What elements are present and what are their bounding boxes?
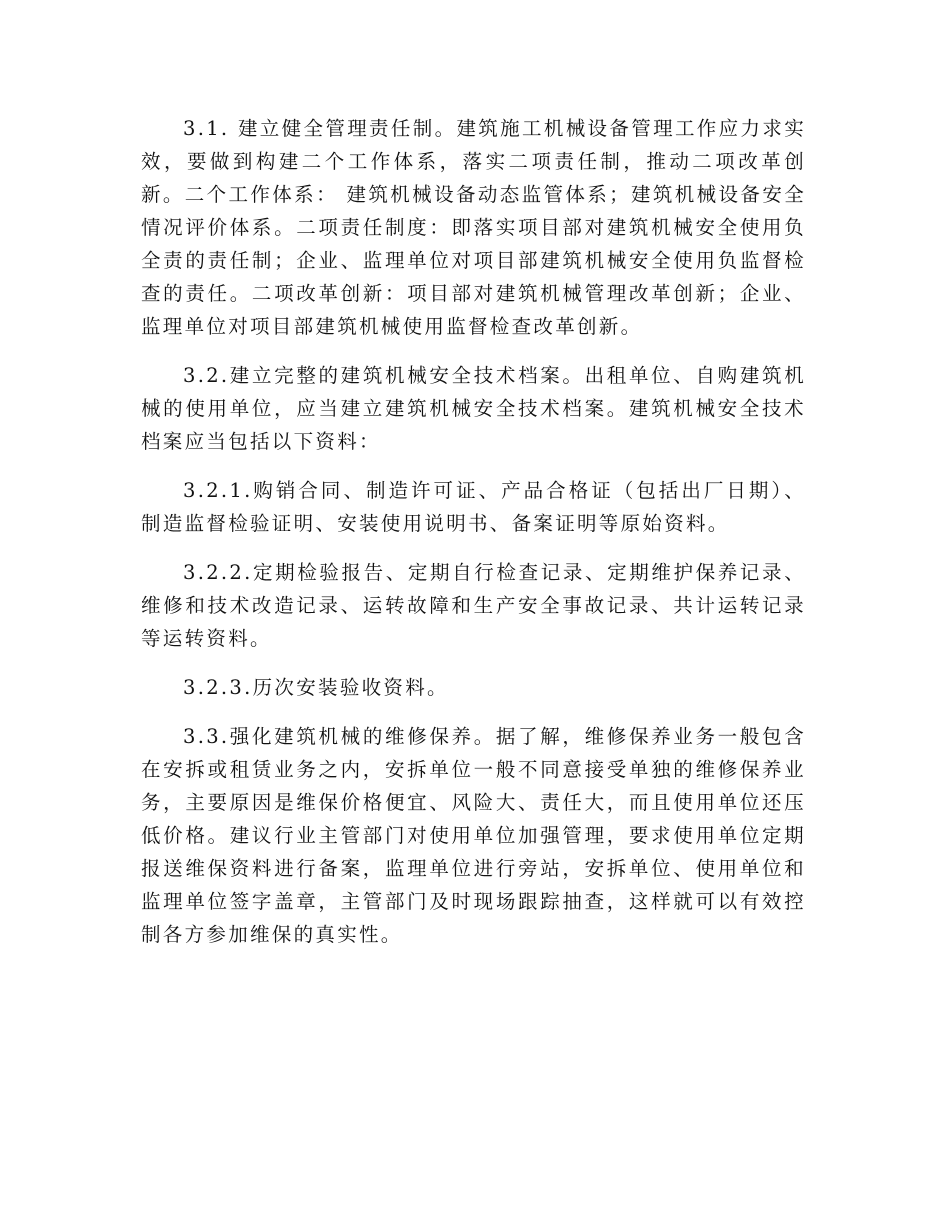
paragraph-3-1: 3.1. 建立健全管理责任制。建筑施工机械设备管理工作应力求实效，要做到构建二个工作体系，落实二项责任制，推动二项改革创新。二个工作体系： 建筑机械设备动态监管体系；建筑机械设备安全情况评价体系。二项责任制度：即落实项目部对建筑机械安全使用负全责的责任制；企业、监理单位对项目部建筑机械安全使用负监督检查的责任。二项改革创新：项目部对建筑机械管理改革创新；企业、监理单位对项目部建筑机械使用监督检查改革创新。 (141, 117, 806, 338)
paragraph-3-2-2: 3.2.2.定期检验报告、定期自行检查记录、定期维护保养记录、维修和技术改造记录、运转故障和生产安全事故记录、共计运转记录等运转资料。 (141, 561, 806, 650)
paragraph-3-3: 3.3.强化建筑机械的维修保养。据了解，维修保养业务一般包含在安拆或租赁业务之内，安拆单位一般不同意接受单独的维修保养业务，主要原因是维保价格便宜、风险大、责任大，而且使用单位还压低价格。建议行业主管部门对使用单位加强管理，要求使用单位定期报送维保资料进行备案，监理单位进行旁站，安拆单位、使用单位和监理单位签字盖章，主管部门及时现场跟踪抽查，这样就可以有效控制各方参加维保的真实性。 (141, 725, 806, 946)
paragraph-3-2-1: 3.2.1.购销合同、制造许可证、产品合格证（包括出厂日期）、制造监督检验证明、安装使用说明书、备案证明等原始资料。 (141, 479, 806, 535)
paragraph-3-2-3: 3.2.3.历次安装验收资料。 (183, 676, 449, 699)
document-body (141, 112, 806, 951)
paragraph-3-2: 3.2.建立完整的建筑机械安全技术档案。出租单位、自购建筑机械的使用单位，应当建立建筑机械安全技术档案。建筑机械安全技术档案应当包括以下资料： (141, 364, 806, 453)
